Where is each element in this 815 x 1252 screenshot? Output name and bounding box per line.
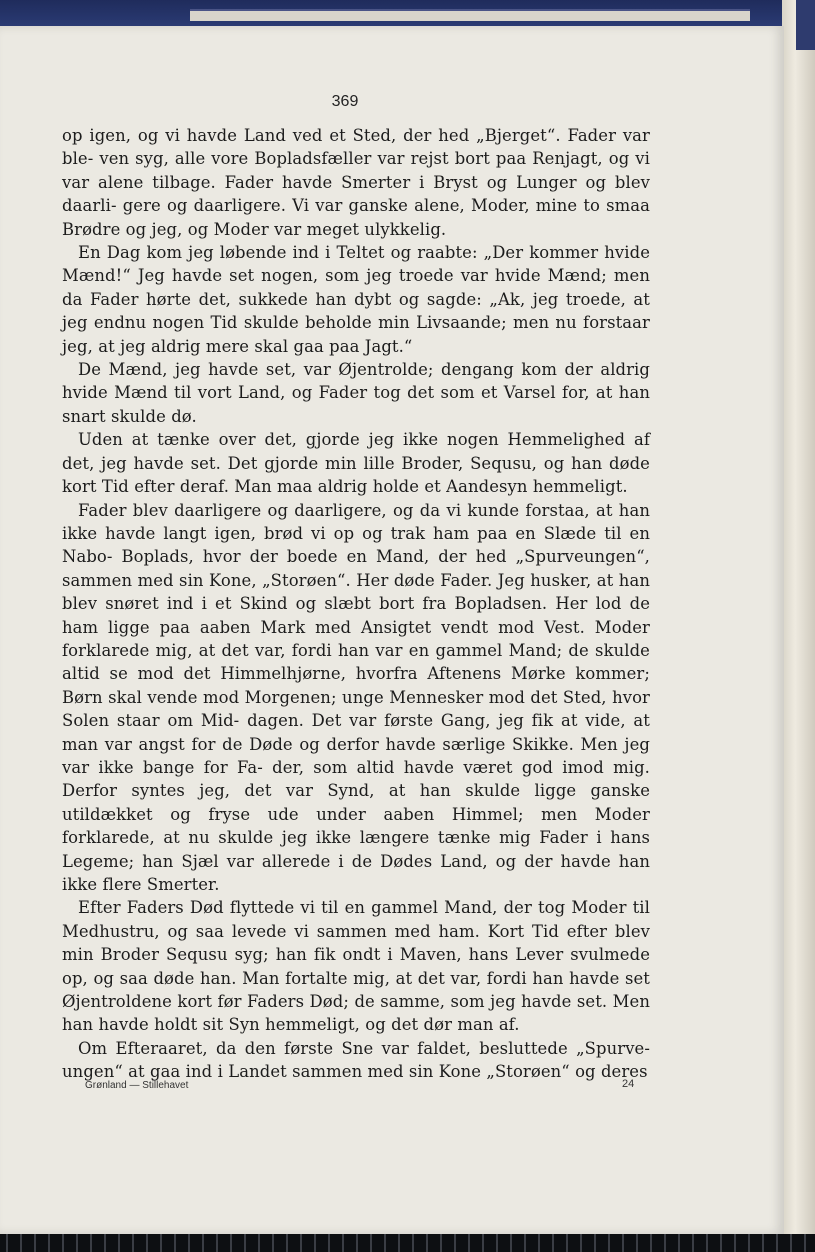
page-number: 369 [331,93,359,110]
footer-signature: Grønland — Stillehavet [85,1080,189,1091]
book-cover-corner [796,0,815,50]
paragraph: En Dag kom jeg løbende ind i Teltet og raabte: „Der kommer hvide Mænd!“ Jeg havde set nogen, som jeg troede var hvide Mænd; men da Fader hørte det, sukkede han dybt og sagde: „Ak, jeg troede, at jeg endnu nogen Tid skulde beholde min Livsaande; men nu forstaar jeg, at jeg aldrig mere skal gaa paa Jagt.“ [62,243,650,356]
paragraph: Om Efteraaret, da den første Sne var faldet, besluttede „Spurve‐ ungen“ at gaa ind i Landet sammen med sin Kone „Storøen“ og deres [62,1038,650,1082]
book-cover-top-edge [0,0,815,26]
body-text [62,124,650,1084]
book-bottom-edge [0,1234,815,1252]
paragraph: De Mænd, jeg havde set, var Øjentrolde; dengang kom der aldrig hvide Mænd til vort Land, og Fader tog det som et Varsel for, at han snart skulde dø. [62,360,650,426]
book-page-edges [782,0,815,1252]
paragraph: Efter Faders Død flyttede vi til en gammel Mand, der tog Moder til Medhustru, og saa levede vi sammen med ham. Kort Tid efter blev min Broder Sequsu syg; han fik ondt i Maven, hans Lever svulmede op, og saa døde han. Man fortalte mig, at det var, fordi han havde set Øjentroldene kort før Faders Død; de samme, som jeg havde set. Men han havde holdt sit Syn hemmeligt, og det dør man af. [62,898,650,1035]
bookmark-strip [190,9,750,21]
paragraph: Uden at tænke over det, gjorde jeg ikke nogen Hemmelighed af det, jeg havde set. Det gjorde min lille Broder, Sequsu, og han døde kort Tid efter deraf. Man maa aldrig holde et Aandesyn hemmeligt. [62,430,650,497]
paragraph: op igen, og vi havde Land ved et Sted, der hed „Bjerget“. Fader var ble‐ ven syg, alle vore Bopladsfæller var rejst bort paa Renjagt, og vi var alene tilbage. Fader havde Smerter i Bryst og Lunger og blev daarli‐ gere og daarligere. Vi var ganske alene, Moder, mine to smaa Brødre og jeg, og Moder var meget ulykkelig. [62,126,650,239]
paragraph: Fader blev daarligere og daarligere, og da vi kunde forstaa, at han ikke havde langt igen, brød vi op og trak ham paa en Slæde til en Nabo‐ Boplads, hvor der boede en Mand, der hed „Spurveungen“, sammen med sin Kone, „Storøen“. Her døde Fader. Jeg husker, at han blev snøret ind i et Skind og slæbt bort fra Bopladsen. Her lod de ham ligge paa aaben Mark med Ansigtet vendt mod Vest. Moder forklarede mig, at det var, fordi han var en gammel Mand; de skulde altid se mod det Himmelhjørne, hvorfra Aftenens Mørke kommer; Børn skal vende mod Morgenen; unge Mennesker mod det Sted, hvor Solen staar om Mid‐ dagen. Det var første Gang, jeg fik at vide, at man var angst for de Døde og derfor havde særlige Skikke. Men jeg var ikke bange for Fa‐ der, som altid havde været god imod mig. Derfor syntes jeg, det var Synd, at han skulde ligge ganske utildækket og fryse ude under aaben Himmel; men Moder forklarede, at nu skulde jeg ikke længere tænke mig Fader i hans Legeme; han Sjæl var allerede i de Dødes Land, og der havde han ikke flere Smerter. [62,500,650,894]
footer-sheet-number: 24 [622,1078,635,1090]
